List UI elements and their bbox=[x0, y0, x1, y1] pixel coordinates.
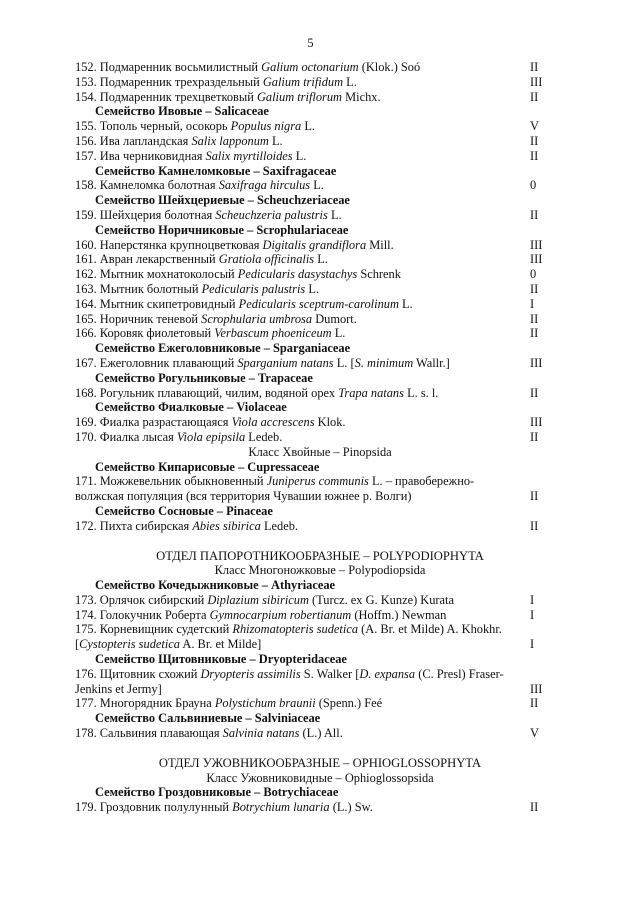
entry-text bbox=[75, 119, 315, 133]
species-entry bbox=[75, 312, 565, 327]
russian-name: Норичник теневой bbox=[99, 311, 199, 326]
latin-name: Verbascum phoeniceum bbox=[214, 326, 332, 341]
rarity-status: III bbox=[530, 237, 543, 252]
entry-text bbox=[75, 208, 342, 222]
rarity-status: 0 bbox=[530, 267, 537, 282]
russian-name: Фиалка разрастающаяся bbox=[99, 415, 229, 430]
russian-name: Камнеломка болотная bbox=[99, 178, 216, 193]
rarity-status: II bbox=[530, 429, 539, 444]
section-spacer bbox=[75, 534, 565, 549]
russian-name: Многорядник Брауна bbox=[99, 696, 212, 711]
rarity-status: II bbox=[530, 60, 539, 74]
family-heading: Семейство Гроздовниковые – Botrychiaceae bbox=[95, 785, 339, 800]
species-entry bbox=[75, 267, 565, 282]
species-entry bbox=[75, 208, 565, 223]
entry-number: 166. bbox=[75, 326, 97, 341]
latin-name: Viola epipsila bbox=[176, 429, 246, 444]
russian-name: Авран лекарственный bbox=[99, 252, 216, 267]
author: (Klok.) Soó bbox=[361, 60, 421, 74]
russian-name: Пихта сибирская bbox=[99, 518, 190, 533]
latin-name: Gratiola officinalis bbox=[218, 252, 315, 267]
species-entry bbox=[75, 415, 565, 430]
species-entry bbox=[75, 238, 565, 253]
entry-text bbox=[75, 608, 446, 622]
entry-number: 171. bbox=[75, 474, 97, 489]
latin-name: Galium octonarium bbox=[261, 60, 359, 74]
rarity-status: V bbox=[530, 119, 539, 134]
species-entry bbox=[75, 119, 565, 134]
author: L. bbox=[330, 207, 342, 222]
entry-text bbox=[75, 282, 319, 296]
entry-number: 153. bbox=[75, 74, 97, 89]
russian-name: Фиалка лысая bbox=[99, 429, 174, 444]
latin-name: Diplazium sibiricum bbox=[207, 592, 309, 607]
species-entry bbox=[75, 178, 565, 193]
entry-number: 160. bbox=[75, 237, 97, 252]
russian-name: Мытник скипетровидный bbox=[99, 296, 236, 311]
author: L. – правобережно-волжская популяция (вся территория Чувашии южнее р. Волги) bbox=[75, 474, 475, 504]
species-list bbox=[75, 60, 565, 815]
division-heading: ОТДЕЛ УЖОВНИКООБРАЗНЫЕ – OPHIOGLOSSOPHYTA bbox=[158, 755, 482, 770]
latin-name: Pedicularis sceptrum-carolinum bbox=[238, 296, 399, 311]
latin-name: Juniperus communis bbox=[266, 474, 369, 489]
rarity-status: II bbox=[530, 696, 539, 711]
rarity-status: II bbox=[530, 281, 539, 296]
rarity-status: II bbox=[530, 518, 539, 533]
russian-name: Гроздовник полулунный bbox=[99, 800, 230, 815]
species-entry bbox=[75, 60, 565, 75]
entry-number: 168. bbox=[75, 385, 97, 400]
species-entry bbox=[75, 800, 565, 815]
author: Klok. bbox=[317, 415, 346, 430]
latin-name: Botrychium lunaria bbox=[232, 800, 330, 815]
entry-number: 179. bbox=[75, 800, 97, 815]
rarity-status: II bbox=[530, 385, 539, 400]
entry-text bbox=[75, 386, 438, 400]
entry-number: 162. bbox=[75, 267, 97, 282]
author: L. s. l. bbox=[407, 385, 439, 400]
family-heading: Семейство Сосновые – Pinaceae bbox=[95, 503, 273, 518]
family-heading: Семейство Фиалковые – Violaceae bbox=[95, 400, 287, 415]
entry-text bbox=[75, 238, 394, 252]
entry-text bbox=[75, 252, 328, 266]
russian-name: Щитовник схожий bbox=[99, 666, 198, 681]
species-entry bbox=[75, 696, 565, 711]
species-entry bbox=[75, 519, 565, 534]
entry-text bbox=[75, 622, 515, 652]
rarity-status: I bbox=[530, 607, 535, 622]
entry-number: 176. bbox=[75, 666, 97, 681]
family-heading: Семейство Щитовниковые – Dryopteridaceae bbox=[95, 652, 347, 667]
page-number: 5 bbox=[307, 36, 314, 50]
entry-number: 172. bbox=[75, 518, 97, 533]
species-entry bbox=[75, 608, 565, 623]
author: Michx. bbox=[345, 89, 381, 104]
russian-name: Корневищник судетский bbox=[99, 622, 230, 637]
latin-name: Dryopteris assimilis bbox=[200, 666, 301, 681]
latin-name: Galium triflorum bbox=[256, 89, 342, 104]
latin-name: Salix myrtilloides bbox=[205, 148, 293, 163]
latin-name: Galium trifidum bbox=[262, 74, 344, 89]
author: (L.) Sw. bbox=[332, 800, 373, 815]
rarity-status: 0 bbox=[530, 178, 537, 193]
entry-number: 178. bbox=[75, 726, 97, 741]
rarity-status: III bbox=[530, 252, 543, 267]
synonym-latin: D. expansa bbox=[359, 666, 416, 681]
entry-text bbox=[75, 415, 346, 429]
entry-number: 167. bbox=[75, 355, 97, 370]
entry-text bbox=[75, 519, 298, 533]
author: Ledeb. bbox=[248, 429, 283, 444]
russian-name: Подмаренник трехцветковый bbox=[99, 89, 254, 104]
species-entry bbox=[75, 593, 565, 608]
entry-text bbox=[75, 667, 515, 697]
latin-name: Scheuchzeria palustris bbox=[215, 207, 328, 222]
russian-name: Шейхцерия болотная bbox=[99, 207, 213, 222]
entry-text bbox=[75, 356, 450, 370]
author: Mill. bbox=[369, 237, 394, 252]
synonym-author: Wallr.] bbox=[416, 355, 450, 370]
author: L. bbox=[402, 296, 413, 311]
latin-name: Scrophularia umbrosa bbox=[201, 311, 313, 326]
russian-name: Наперстянка крупноцветковая bbox=[99, 237, 260, 252]
species-entry bbox=[75, 90, 565, 105]
author: L. bbox=[313, 178, 324, 193]
synonym-author: A. Br. et Milde] bbox=[182, 637, 262, 652]
family-heading: Семейство Камнеломковые – Saxifragaceae bbox=[95, 163, 337, 178]
russian-name: Тополь черный, осокорь bbox=[99, 119, 228, 134]
entry-number: 152. bbox=[75, 60, 97, 74]
author: L. bbox=[346, 74, 357, 89]
latin-name: Viola accrescens bbox=[231, 415, 315, 430]
russian-name: Орлячок сибирский bbox=[99, 592, 205, 607]
entry-text bbox=[75, 134, 283, 148]
entry-number: 164. bbox=[75, 296, 97, 311]
rarity-status: II bbox=[530, 800, 539, 815]
species-entry bbox=[75, 726, 565, 741]
entry-number: 158. bbox=[75, 178, 97, 193]
class-heading: Класс Хвойные – Pinopsida bbox=[248, 444, 392, 459]
species-entry bbox=[75, 252, 565, 267]
author: L. bbox=[317, 252, 328, 267]
entry-text bbox=[75, 178, 324, 192]
russian-name: Сальвиния плавающая bbox=[99, 726, 220, 741]
entry-text bbox=[75, 90, 381, 104]
entry-text bbox=[75, 726, 343, 740]
entry-text bbox=[75, 474, 515, 504]
entry-text bbox=[75, 75, 357, 89]
rarity-status: V bbox=[530, 726, 539, 741]
species-entry bbox=[75, 386, 565, 401]
entry-number: 157. bbox=[75, 148, 97, 163]
entry-number: 163. bbox=[75, 281, 97, 296]
species-entry bbox=[75, 297, 565, 312]
synonym-latin: S. minimum bbox=[354, 355, 414, 370]
entry-number: 159. bbox=[75, 207, 97, 222]
latin-name: Salvinia natans bbox=[222, 726, 300, 741]
russian-name: Мытник мохнатоколосый bbox=[99, 267, 235, 282]
entry-text bbox=[75, 326, 345, 340]
entry-text bbox=[75, 430, 282, 444]
rarity-status: III bbox=[530, 74, 543, 89]
russian-name: Рогульник плавающий, чилим, водяной орех bbox=[99, 385, 336, 400]
entry-number: 174. bbox=[75, 607, 97, 622]
entry-text bbox=[75, 800, 373, 814]
latin-name: Abies sibirica bbox=[192, 518, 261, 533]
latin-name: Trapa natans bbox=[338, 385, 404, 400]
family-heading: Семейство Шейхцериевые – Scheuchzeriaceae bbox=[95, 193, 350, 208]
rarity-status: I bbox=[530, 637, 535, 652]
russian-name: Мытник болотный bbox=[99, 281, 199, 296]
author: (Turcz. ex G. Kunze) Kurata bbox=[312, 592, 454, 607]
russian-name: Коровяк фиолетовый bbox=[99, 326, 212, 341]
russian-name: Ива лапландская bbox=[99, 133, 189, 148]
entry-text bbox=[75, 60, 420, 74]
author: (A. Br. et Milde) A. Khokhr. [ bbox=[75, 622, 502, 652]
latin-name: Polystichum braunii bbox=[214, 696, 316, 711]
class-heading: Класс Многоножковые – Polypodiopsida bbox=[214, 563, 426, 578]
entry-text bbox=[75, 312, 357, 326]
russian-name: Ива черниковидная bbox=[99, 148, 203, 163]
rarity-status: III bbox=[530, 681, 543, 696]
section-spacer bbox=[75, 741, 565, 756]
species-entry bbox=[75, 356, 565, 371]
author: S. Walker [ bbox=[303, 666, 360, 681]
russian-name: Подмаренник трехраздельный bbox=[99, 74, 260, 89]
entry-text bbox=[75, 297, 413, 311]
entry-text bbox=[75, 593, 454, 607]
species-entry bbox=[75, 134, 565, 149]
rarity-status: II bbox=[530, 148, 539, 163]
rarity-status: II bbox=[530, 326, 539, 341]
entry-number: 156. bbox=[75, 133, 97, 148]
author: L. [ bbox=[336, 355, 355, 370]
entry-number: 161. bbox=[75, 252, 97, 267]
author: L. bbox=[334, 326, 346, 341]
family-heading: Семейство Сальвиниевые – Salviniaceae bbox=[95, 711, 321, 726]
family-heading: Семейство Норичниковые – Scrophulariaceae bbox=[95, 222, 349, 237]
species-entry bbox=[75, 667, 565, 697]
family-heading: Семейство Кипарисовые – Cupressaceae bbox=[95, 459, 320, 474]
entry-text bbox=[75, 696, 382, 710]
entry-number: 173. bbox=[75, 592, 97, 607]
latin-name: Pedicularis palustris bbox=[201, 281, 306, 296]
entry-number: 165. bbox=[75, 311, 97, 326]
rarity-status: II bbox=[530, 311, 539, 326]
author: L. bbox=[308, 281, 319, 296]
entry-number: 170. bbox=[75, 429, 97, 444]
entry-number: 169. bbox=[75, 415, 97, 430]
family-heading: Семейство Ежеголовниковые – Sparganiaceae bbox=[95, 341, 351, 356]
author: Schrenk bbox=[360, 267, 401, 282]
author: L. bbox=[271, 133, 283, 148]
synonym-latin: Cystopteris sudetica bbox=[79, 637, 180, 652]
author: Ledeb. bbox=[263, 518, 298, 533]
latin-name: Digitalis grandiflora bbox=[262, 237, 367, 252]
entry-number: 155. bbox=[75, 119, 97, 134]
russian-name: Голокучник Роберта bbox=[99, 607, 207, 622]
russian-name: Ежеголовник плавающий bbox=[99, 355, 235, 370]
species-entry bbox=[75, 149, 565, 164]
entry-number: 177. bbox=[75, 696, 97, 711]
species-entry bbox=[75, 622, 565, 652]
rarity-status: III bbox=[530, 415, 543, 430]
author: L. bbox=[304, 119, 316, 134]
author: (Spenn.) Feé bbox=[318, 696, 383, 711]
entry-text bbox=[75, 149, 306, 163]
rarity-status: II bbox=[530, 89, 539, 104]
family-heading: Семейство Ивовые – Salicaceae bbox=[95, 104, 269, 119]
synonym-author: (C. Presl) Fraser-Jenkins et Jermy] bbox=[75, 666, 504, 696]
species-entry bbox=[75, 474, 565, 504]
russian-name: Подмаренник восьмилистный bbox=[99, 60, 259, 74]
species-entry bbox=[75, 430, 565, 445]
rarity-status: I bbox=[530, 592, 535, 607]
latin-name: Pedicularis dasystachys bbox=[237, 267, 358, 282]
species-entry bbox=[75, 326, 565, 341]
author: (Hoffm.) Newman bbox=[354, 607, 447, 622]
entry-text bbox=[75, 267, 401, 281]
latin-name: Gymnocarpium robertianum bbox=[209, 607, 352, 622]
latin-name: Sparganium natans bbox=[237, 355, 334, 370]
entry-number: 175. bbox=[75, 622, 97, 637]
russian-name: Можжевельник обыкновенный bbox=[99, 474, 264, 489]
division-heading: ОТДЕЛ ПАПОРОТНИКООБРАЗНЫЕ – POLYPODIOPHYTA bbox=[156, 548, 484, 563]
entry-number: 154. bbox=[75, 89, 97, 104]
family-heading: Семейство Рогульниковые – Trapaceae bbox=[95, 370, 313, 385]
rarity-status: I bbox=[530, 296, 535, 311]
rarity-status: II bbox=[530, 207, 539, 222]
rarity-status: III bbox=[530, 355, 543, 370]
author: L. bbox=[295, 148, 307, 163]
latin-name: Saxifraga hirculus bbox=[218, 178, 311, 193]
author: (L.) All. bbox=[302, 726, 343, 741]
latin-name: Rhizomatopteris sudetica bbox=[232, 622, 359, 637]
class-heading: Класс Ужовниковидные – Ophioglossopsida bbox=[206, 770, 434, 785]
author: Dumort. bbox=[315, 311, 357, 326]
rarity-status: II bbox=[530, 489, 539, 504]
rarity-status: II bbox=[530, 133, 539, 148]
latin-name: Populus nigra bbox=[230, 119, 302, 134]
family-heading: Семейство Кочедыжниковые – Athyriaceae bbox=[95, 578, 336, 593]
species-entry bbox=[75, 75, 565, 90]
species-entry bbox=[75, 282, 565, 297]
latin-name: Salix lapponum bbox=[191, 133, 269, 148]
